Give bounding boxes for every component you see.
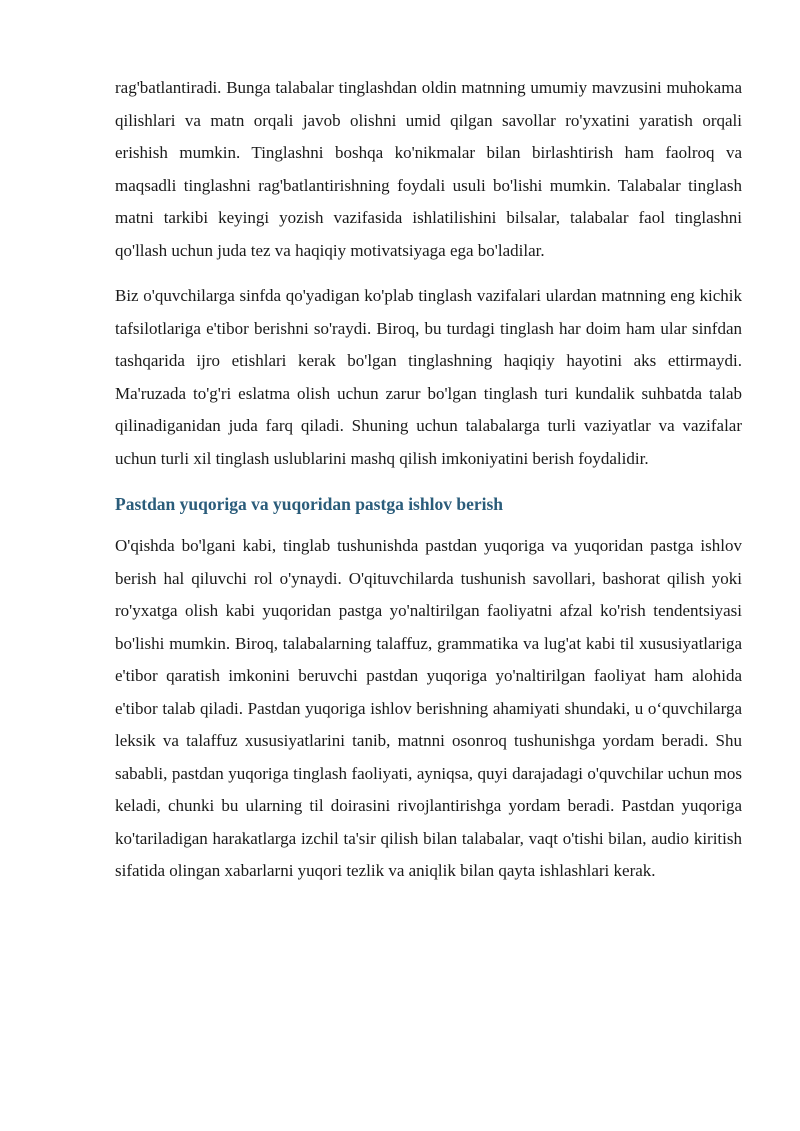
section-heading: Pastdan yuqoriga va yuqoridan pastga ishlov berish bbox=[115, 494, 504, 514]
paragraph-1: rag'batlantiradi. Bunga talabalar tinglashdan oldin matnning umumiy mavzusini muhokama qilishlari va matn orqali javob olishni umid qilgan savollar ro'yxatini yaratish orqali erishish mumkin. Tinglashni boshqa ko'nikmalar bilan birlashtirish ham faolroq va maqsadli tinglashni rag'batlantirishning foydali usuli bo'lishi mumkin. Talabalar tinglash matni tarkibi keyingi yozish vazifasida ishlatilishini bilsalar, talabalar faol tinglashni qo'llash uchun juda tez va haqiqiy motivatsiyaga ega bo'ladilar. bbox=[115, 78, 742, 260]
paragraph-3: O'qishda bo'lgani kabi, tinglab tushunishda pastdan yuqoriga va yuqoridan pastga ishlov berish hal qiluvchi rol o'ynaydi. O'qituvchilarda tushunish savollari, bashorat qilish yoki ro'yxatga olish kabi yuqoridan pastga yo'naltirilgan faoliyatni afzal ko'rish tendentsiyasi bo'lishi mumkin. Biroq, talabalarning talaffuz, grammatika va lug'at kabi til xususiyatlariga e'tibor qaratish imkonini beruvchi pastdan yuqoriga yo'naltirilgan faoliyat ham alohida e'tibor talab qiladi. Pastdan yuqoriga ishlov berishning ahamiyati shundaki, u o‘quvchilarga leksik va talaffuz xususiyatlarini tanib, matnni osonroq tushunishga yordam beradi. Shu sababli, pastdan yuqoriga tinglash faoliyati, ayniqsa, quyi darajadagi o'quvchilar uchun mos keladi, chunki bu ularning til doirasini rivojlantirishga yordam beradi. Pastdan yuqoriga ko'tariladigan harakatlarga izchil ta'sir qilish bilan talabalar, vaqt o'tishi bilan, audio kiritish sifatida olingan xabarlarni yuqori tezlik va aniqlik bilan qayta ishlashlari kerak. bbox=[115, 536, 742, 880]
document-page bbox=[115, 72, 742, 901]
paragraph-2: Biz o'quvchilarga sinfda qo'yadigan ko'plab tinglash vazifalari ulardan matnning eng kichik tafsilotlariga e'tibor berishni so'raydi. Biroq, bu turdagi tinglash har doim ham ular sinfdan tashqarida ijro etishlari kerak bo'lgan tinglashning haqiqiy hayotini aks ettirmaydi. Ma'ruzada to'g'ri eslatma olish uchun zarur bo'lgan tinglash turi kundalik suhbatda talab qilinadiganidan juda farq qiladi. Shuning uchun talabalarga turli vaziyatlar va vazifalar uchun turli xil tinglash uslublarini mashq qilish imkoniyatini berish foydalidir. bbox=[115, 286, 742, 468]
